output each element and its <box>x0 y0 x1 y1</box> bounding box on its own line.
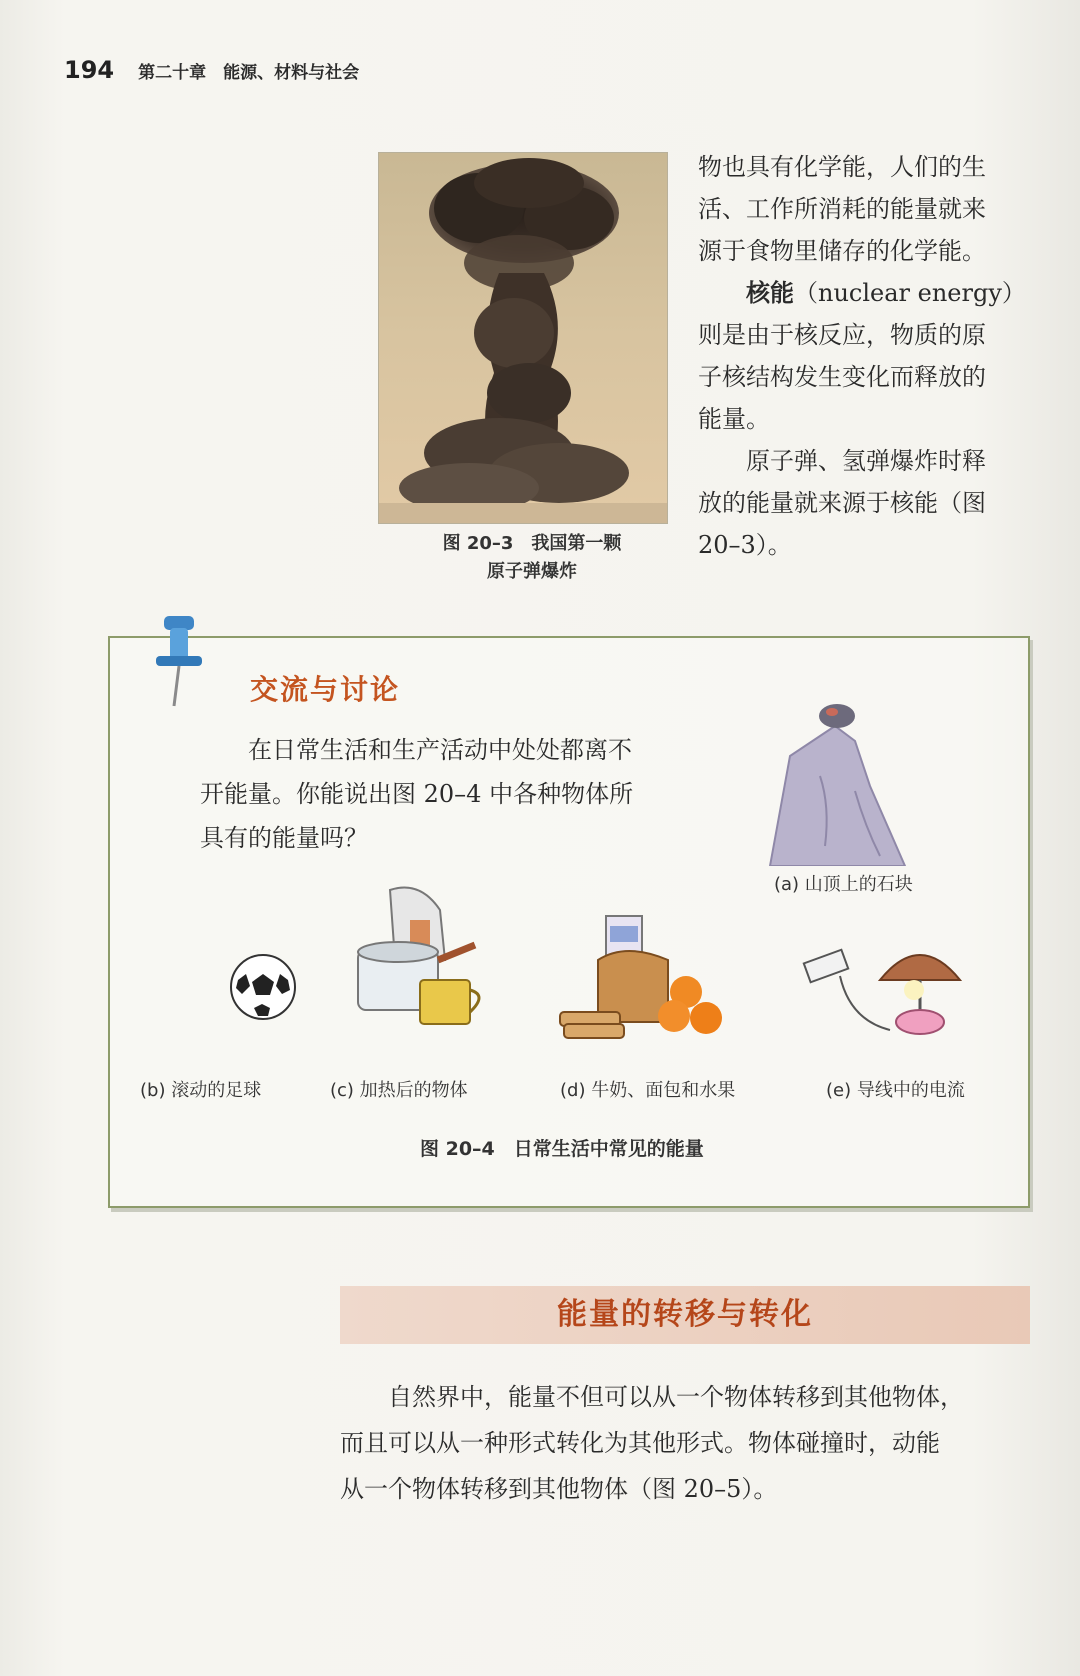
side-text-line: 活、工作所消耗的能量就来 <box>698 195 986 223</box>
figure-20-3-caption <box>392 530 672 586</box>
figure-20-3-caption-line1: 图 20–3 我国第一颗 <box>442 533 622 554</box>
term-english: （nuclear energy） <box>794 279 1026 307</box>
figure-20-4-caption: 图 20–4 日常生活中常见的能量 <box>420 1138 704 1160</box>
side-text-line: 则是由于核反应，物质的原 <box>698 321 986 349</box>
side-text-line: 20–3）。 <box>698 531 792 559</box>
chapter-title: 第二十章 能源、材料与社会 <box>138 63 360 83</box>
section-body <box>340 1374 1040 1512</box>
side-text-line: 物也具有化学能，人们的生 <box>698 153 986 181</box>
side-paragraph <box>698 146 1028 566</box>
section-heading-bar <box>340 1286 1030 1344</box>
side-text-line: 原子弹、氢弹爆炸时释 <box>746 447 986 475</box>
caption-c: (c) 加热后的物体 <box>330 1080 468 1101</box>
discussion-line: 具有的能量吗？ <box>200 824 368 852</box>
discussion-text <box>200 728 710 860</box>
mountain-rock-illustration <box>760 696 910 866</box>
atomic-bomb-photo <box>378 152 668 524</box>
electric-lamp-illustration <box>800 930 980 1050</box>
figure-20-3-caption-line2: 原子弹爆炸 <box>487 561 577 582</box>
discussion-line: 在日常生活和生产活动中处处都离不 <box>248 736 632 764</box>
milk-bread-fruit-illustration <box>556 912 756 1042</box>
discussion-line: 开能量。你能说出图 20–4 中各种物体所 <box>200 780 634 808</box>
side-text-line: 源于食物里储存的化学能。 <box>698 237 986 265</box>
nuclear-energy-definition <box>698 272 1028 314</box>
body-line: 自然界中，能量不但可以从一个物体转移到其他物体， <box>388 1383 964 1411</box>
pushpin-icon <box>150 616 210 708</box>
heated-objects-illustration <box>350 880 500 1030</box>
body-line: 而且可以从一种形式转化为其他形式。物体碰撞时，动能 <box>340 1429 940 1457</box>
caption-a: (a) 山顶上的石块 <box>774 874 913 895</box>
caption-d: (d) 牛奶、面包和水果 <box>560 1080 736 1101</box>
term-nuclear-energy: 核能 <box>746 279 794 307</box>
page-header <box>64 56 359 86</box>
side-text-line: 放的能量就来源于核能（图 <box>698 489 986 517</box>
side-text-line: 子核结构发生变化而释放的 <box>698 363 986 391</box>
page-number: 194 <box>64 56 115 84</box>
caption-e: (e) 导线中的电流 <box>826 1080 965 1101</box>
side-text-line: 能量。 <box>698 405 770 433</box>
caption-b: (b) 滚动的足球 <box>140 1080 262 1101</box>
discussion-title: 交流与讨论 <box>250 673 401 706</box>
soccer-ball-icon <box>228 952 298 1022</box>
body-line: 从一个物体转移到其他物体（图 20–5）。 <box>340 1475 778 1503</box>
section-heading: 能量的转移与转化 <box>557 1297 813 1332</box>
